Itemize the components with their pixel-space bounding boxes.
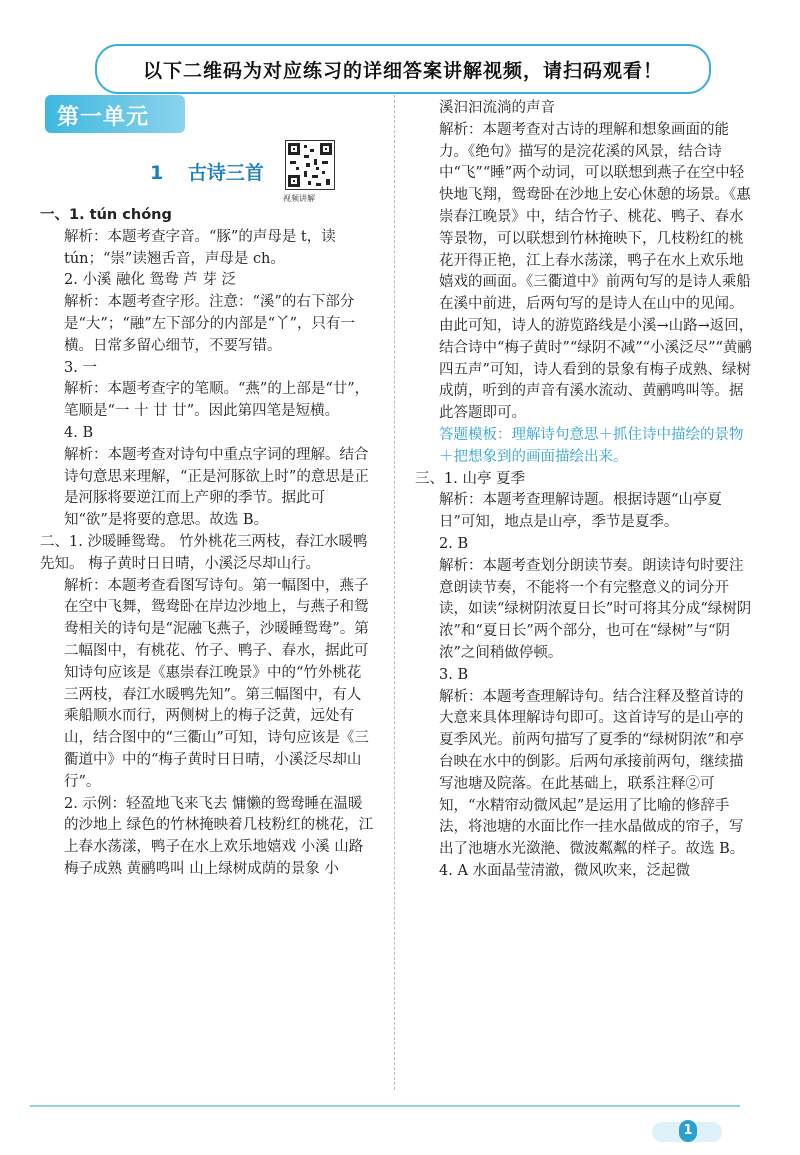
- explanation: 解析：本题考查理解诗题。根据诗题“山亭夏日”可知，地点是山亭，季节是夏季。: [439, 492, 722, 531]
- explanation: 解析：本题考查看图写诗句。第一幅图中，燕子在空中飞舞，鸳鸯卧在岸边沙地上，与燕子和鸳鸯相关的诗句是“泥融飞燕子，沙暖睡鸳鸯”。第二幅图中，有桃花、竹子、鸭子、春水，据此可知诗句应该是《惠崇春江晚景》中的“竹外桃花三两枝，春江水暖鸭先知”。第三幅图中，有人乘船顺水而行，两侧树上的梅子泛黄，远处有山，结合图中的“三衢山”可知，诗句应该是《三衢道中》中的“梅子黄时日日晴，小溪泛尽却山行”。: [64, 577, 369, 790]
- page-badge: [652, 1122, 722, 1142]
- lesson-title: [150, 158, 264, 185]
- answer-line: 三、1. 山亭 夏季: [415, 470, 526, 487]
- explanation: 解析：本题考查对诗句中重点字词的理解。结合诗句意思来理解，“正是河豚欲上时”的意思是正是河豚将要逆江而上产卵的季节。据此可知“欲”是将要的意思。故选 B。: [64, 446, 369, 529]
- answer-line: 2. B: [439, 535, 469, 552]
- explanation: 解析：本题考查理解诗句。结合注释及整首诗的大意来具体理解诗句即可。这首诗写的是山亭的夏季风光。前两句描写了夏季的“绿树阴浓”和亭台映在水中的倒影。后两句承接前两句，继续描写池塘及院落。在此基础上，联系注释②可知，“水精帘动微风起”是运用了比喻的修辞手法，将池塘的水面比作一挂水晶做成的帘子，写出了池塘水光潋滟、微波粼粼的样子。故选 B。: [439, 688, 745, 858]
- video-banner: [95, 44, 711, 94]
- unit-title: 第一单元: [57, 105, 150, 130]
- right-column: [415, 98, 755, 883]
- answer-line: 4. A 水面晶莹清澈，微风吹来，泛起微: [439, 862, 691, 879]
- qr-label: 视频讲解: [283, 194, 315, 203]
- answer-line: 3. 一: [64, 359, 97, 376]
- explanation: 解析：本题考查字形。注意：“溪”的右下部分是“大”；“融”左下部分的内部是“丫”，只有一横。日常多留心细节，不要写错。: [64, 294, 355, 354]
- footer-line: [30, 1105, 740, 1107]
- page-number: 1: [679, 1120, 697, 1142]
- answer-line: 2. 示例：轻盈地飞来飞去 慵懒的鸳鸯睡在温暖的沙地上 绿色的竹林掩映着几枝粉红的桃花，江上春水荡漾，鸭子在水上欢乐地嬉戏 小溪 山路 梅子成熟 黄鹂鸣叫 山上绿树成荫的景象 小: [64, 795, 374, 877]
- answer-line: 一、1. tún chóng: [40, 207, 172, 223]
- left-column: [40, 205, 375, 881]
- lesson-name: 古诗三首: [187, 162, 264, 184]
- explanation: 解析：本题考查划分朗读节奏。朗读诗句时要注意朗读节奏，不能将一个有完整意义的词分开读，如读“绿树阴浓夏日长”时可将其分成“绿树阴浓”和“夏日长”两个部分，也可在“绿树”与“阴浓”之间稍做停顿。: [439, 557, 752, 661]
- explanation: 解析：本题考查对古诗的理解和想象画面的能力。《绝句》描写的是浣花溪的风景，结合诗中“飞”“睡”两个动词，可以联想到燕子在空中轻快地飞翔，鸳鸯卧在沙地上安心休憩的场景。《惠崇春江晚景》中，结合竹子、桃花、鸭子、春水等景物，可以联想到竹林掩映下，几枝粉红的桃花开得正艳，江上春水荡漾，鸭子在水上欢乐地嬉戏的画面。《三衢道中》前两句写的是诗人乘船在溪中前进，后两句写的是诗人在山中的见闻。由此可知，诗人的游览路线是小溪→山路→返回，结合诗中“梅子黄时”“绿阴不减”“小溪泛尽”“黄鹂四五声”可知，诗人看到的景象有梅子成熟、绿树成荫，听到的声音有溪水流动、黄鹂鸣叫等。据此答题即可。: [439, 121, 754, 422]
- unit-tab: [45, 95, 185, 133]
- answer-line: 溪汩汩流淌的声音: [439, 100, 555, 116]
- answer-line: 二、1. 沙暖睡鸳鸯。 竹外桃花三两枝，春江水暖鸭先知。 梅子黄时日日晴，小溪泛尽却山行。: [40, 533, 368, 572]
- column-divider: [394, 95, 395, 1090]
- answer-template: 答题模板：理解诗句意思＋抓住诗中描绘的景物＋把想象到的画面描绘出来。: [439, 426, 744, 465]
- explanation: 解析：本题考查字音。“豚”的声母是 t，读 tún；“崇”读翘舌音，声母是 ch。: [64, 228, 336, 267]
- lesson-number: 1: [150, 162, 164, 184]
- explanation: 解析：本题考查字的笔顺。“燕”的上部是“廿”，笔顺是“一 十 廿 廿”。因此第四笔是短横。: [64, 381, 370, 420]
- answer-line: 3. B: [439, 666, 469, 683]
- answer-line: 4. B: [64, 424, 94, 441]
- banner-text: 以下二维码为对应练习的详细答案讲解视频，请扫码观看！: [142, 60, 663, 82]
- answer-line: 2. 小溪 融化 鸳鸯 芦 芽 泛: [64, 272, 236, 289]
- qr-code-icon[interactable]: [285, 140, 335, 190]
